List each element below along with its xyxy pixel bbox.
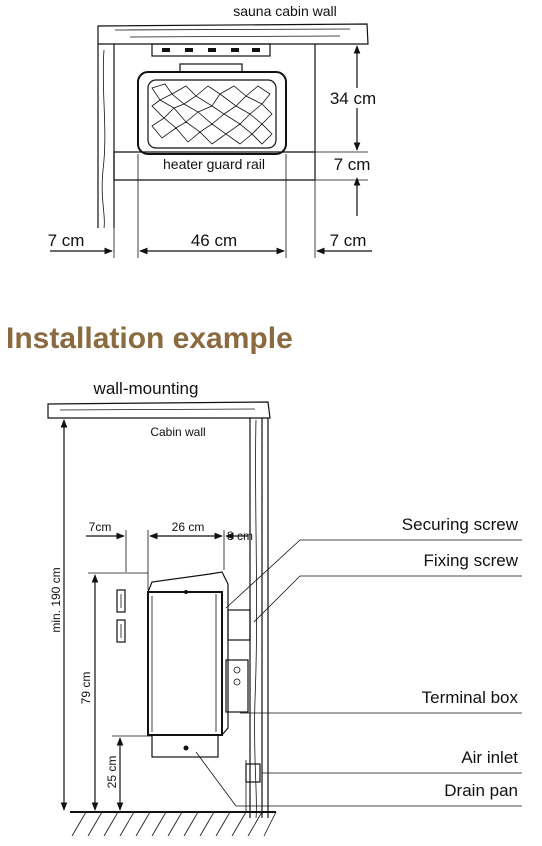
right-gap-dim-label: 7 cm (329, 231, 367, 250)
left-wall-post (98, 44, 114, 228)
drain-pan-label: Drain pan (444, 781, 518, 800)
top-view-diagram (48, 3, 377, 258)
stone-compartment (148, 80, 276, 148)
guard-gap-dim-label: 7 cm (333, 155, 371, 174)
fixing-screw-leader (254, 576, 522, 622)
securing-screw-label: Securing screw (401, 515, 518, 534)
bracket-slots (162, 48, 260, 52)
heater-side-body (148, 592, 222, 735)
floor-gap-dim-label: 25 cm (105, 755, 119, 789)
wall-bracket (228, 610, 250, 640)
front-gap-dim-label: 7cm (88, 520, 112, 534)
cabin-wall-label: Cabin wall (150, 425, 206, 439)
section-title: Installation example (6, 322, 293, 355)
wall-gap-dim-label: 8 cm (226, 529, 254, 543)
terminal-box (226, 660, 248, 712)
junction-box (246, 764, 260, 782)
floor-hatching (72, 812, 276, 836)
terminal-box-label: Terminal box (421, 688, 518, 707)
wall-label: sauna cabin wall (233, 3, 337, 19)
side-view-diagram (48, 379, 522, 836)
mounting-label: wall-mounting (93, 379, 199, 398)
air-inlet-label: Air inlet (461, 748, 518, 767)
cabin-wall (250, 418, 268, 818)
min-height-dim-label: min. 190 cm (49, 567, 63, 633)
guard-rail-label: heater guard rail (163, 156, 265, 172)
heater-stones (152, 84, 272, 144)
cabin-wall-beam (98, 24, 368, 44)
depth-dim-label: 26 cm (171, 520, 205, 534)
wood-grain (115, 29, 350, 37)
left-gap-dim-label: 7 cm (47, 231, 85, 250)
height-dim-label: 34 cm (329, 89, 377, 108)
fixing-screw-label: Fixing screw (423, 551, 518, 570)
heater-height-dim-label: 79 cm (79, 671, 93, 705)
width-dim-label: 46 cm (190, 231, 238, 250)
